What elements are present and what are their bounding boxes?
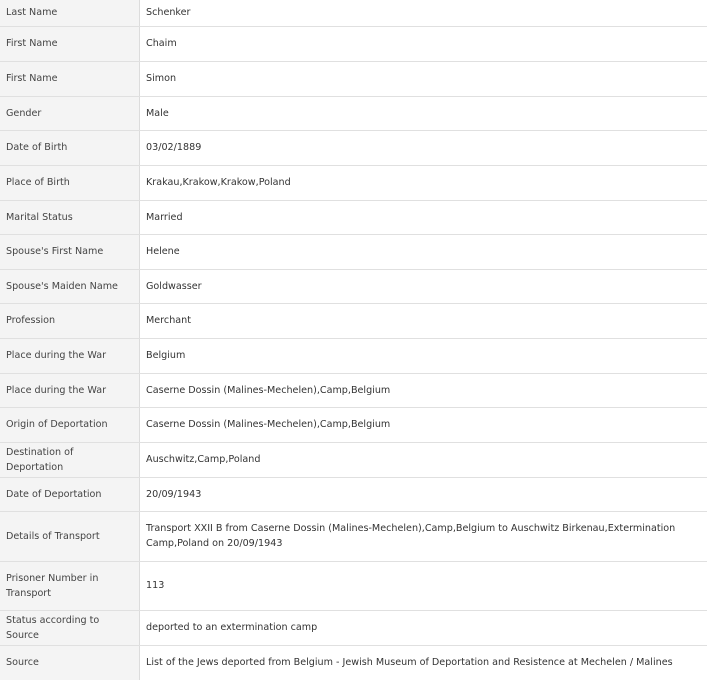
field-label: Gender <box>0 96 140 130</box>
field-label: First Name <box>0 61 140 96</box>
field-label: Marital Status <box>0 200 140 234</box>
record-row <box>0 26 707 61</box>
record-row <box>0 373 707 407</box>
record-row <box>0 0 707 26</box>
field-label: Source <box>0 645 140 680</box>
field-value: 113 <box>140 561 707 610</box>
field-value: Krakau,Krakow,Krakow,Poland <box>140 165 707 200</box>
field-value: Helene <box>140 234 707 269</box>
field-label: Profession <box>0 303 140 338</box>
record-row <box>0 511 707 561</box>
field-label: Status according to Source <box>0 610 140 645</box>
field-value: Male <box>140 96 707 130</box>
record-row <box>0 61 707 96</box>
field-value: Transport XXII B from Caserne Dossin (Malines-Mechelen),Camp,Belgium to Auschwitz Birkenau,Extermination Camp,Poland on 20/09/1943 <box>140 511 707 561</box>
field-value: Belgium <box>140 338 707 373</box>
field-label: Last Name <box>0 0 140 26</box>
field-label: First Name <box>0 26 140 61</box>
record-row <box>0 303 707 338</box>
field-value: Schenker <box>140 0 707 26</box>
field-value: deported to an extermination camp <box>140 610 707 645</box>
record-row <box>0 130 707 165</box>
field-label: Prisoner Number in Transport <box>0 561 140 610</box>
record-row <box>0 477 707 511</box>
field-label: Date of Birth <box>0 130 140 165</box>
field-value: Auschwitz,Camp,Poland <box>140 442 707 477</box>
record-row <box>0 165 707 200</box>
record-row <box>0 407 707 442</box>
record-row <box>0 645 707 680</box>
field-value: Merchant <box>140 303 707 338</box>
record-row <box>0 269 707 303</box>
field-label: Date of Deportation <box>0 477 140 511</box>
field-value: Married <box>140 200 707 234</box>
field-value: Goldwasser <box>140 269 707 303</box>
record-row <box>0 234 707 269</box>
field-value: Simon <box>140 61 707 96</box>
record-row <box>0 442 707 477</box>
field-label: Spouse's First Name <box>0 234 140 269</box>
field-label: Destination of Deportation <box>0 442 140 477</box>
field-value: Caserne Dossin (Malines-Mechelen),Camp,Belgium <box>140 407 707 442</box>
field-label: Place during the War <box>0 338 140 373</box>
field-value: 03/02/1889 <box>140 130 707 165</box>
field-label: Spouse's Maiden Name <box>0 269 140 303</box>
record-row <box>0 610 707 645</box>
record-row <box>0 96 707 130</box>
field-label: Place of Birth <box>0 165 140 200</box>
record-row <box>0 338 707 373</box>
field-label: Place during the War <box>0 373 140 407</box>
record-row <box>0 200 707 234</box>
record-row <box>0 561 707 610</box>
field-value: 20/09/1943 <box>140 477 707 511</box>
field-value: List of the Jews deported from Belgium - Jewish Museum of Deportation and Resistence at Mechelen / Malines <box>140 645 707 680</box>
field-label: Details of Transport <box>0 511 140 561</box>
field-value: Caserne Dossin (Malines-Mechelen),Camp,Belgium <box>140 373 707 407</box>
field-value: Chaim <box>140 26 707 61</box>
field-label: Origin of Deportation <box>0 407 140 442</box>
